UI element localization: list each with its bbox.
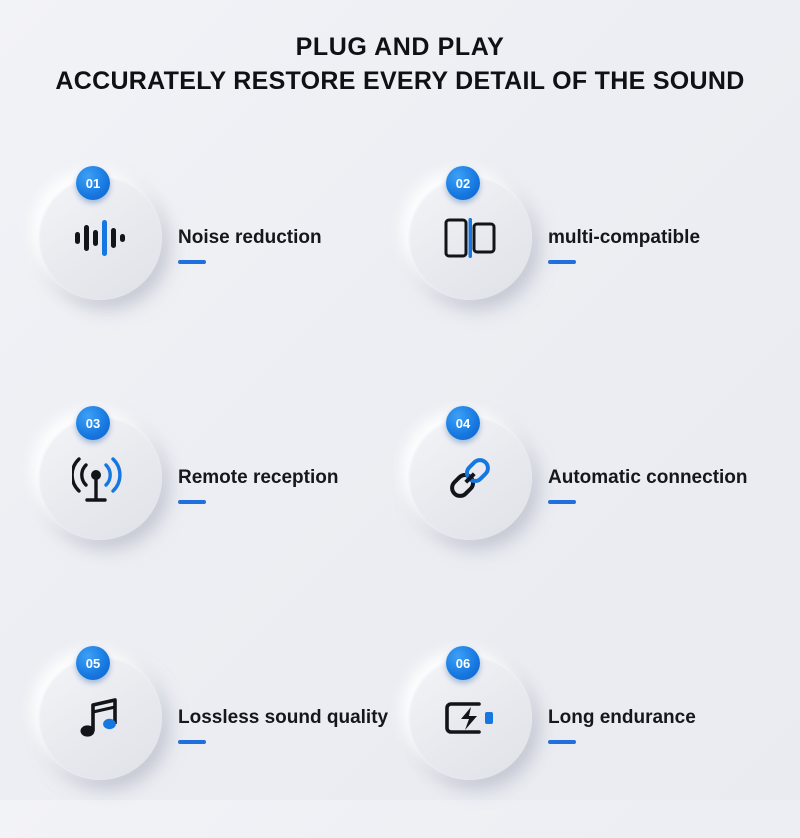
feature-icon-badge [408, 656, 532, 780]
music-note-icon [75, 693, 125, 743]
feature-label: Remote reception [178, 467, 339, 488]
label-underline [548, 260, 576, 264]
feature-label-block [178, 692, 388, 744]
label-underline [548, 740, 576, 744]
battery-charge-icon [441, 698, 499, 738]
feature-number-badge: 01 [76, 166, 110, 200]
feature-label-block [548, 212, 700, 264]
feature-label: Lossless sound quality [178, 707, 389, 728]
feature-label: Automatic connection [548, 467, 748, 488]
feature-item-long-endurance [404, 598, 774, 838]
link-chain-icon [444, 452, 496, 504]
feature-icon-badge [38, 176, 162, 300]
feature-label-block [178, 212, 322, 264]
feature-label-block [178, 452, 338, 504]
feature-number-badge: 02 [446, 166, 480, 200]
feature-item-automatic-connection [404, 358, 774, 598]
feature-number-badge: 05 [76, 646, 110, 680]
label-underline [178, 500, 206, 504]
title-line-2: ACCURATELY RESTORE EVERY DETAIL OF THE SOUND [55, 67, 745, 95]
feature-label-block [548, 692, 696, 744]
feature-label-block [548, 452, 748, 504]
feature-icon-badge [408, 416, 532, 540]
feature-icon-badge [408, 176, 532, 300]
label-underline [178, 740, 206, 744]
multi-device-icon [442, 214, 498, 262]
feature-icon-badge [38, 656, 162, 780]
sound-wave-icon [71, 216, 129, 260]
feature-item-multi-compatible [404, 118, 774, 358]
feature-number-badge: 06 [446, 646, 480, 680]
label-underline [178, 260, 206, 264]
signal-broadcast-icon [72, 453, 128, 503]
page-title [0, 30, 800, 98]
feature-label: Long endurance [548, 707, 696, 728]
feature-number-badge: 04 [446, 406, 480, 440]
label-underline [548, 500, 576, 504]
feature-label: Noise reduction [178, 227, 322, 248]
feature-icon-badge [38, 416, 162, 540]
feature-item-noise-reduction [34, 118, 404, 358]
feature-grid [34, 118, 774, 778]
feature-item-remote-reception [34, 358, 404, 598]
feature-number-badge: 03 [76, 406, 110, 440]
feature-item-lossless-sound-quality [34, 598, 404, 838]
title-line-1: PLUG AND PLAY [295, 33, 505, 61]
feature-label: multi-compatible [548, 227, 701, 248]
